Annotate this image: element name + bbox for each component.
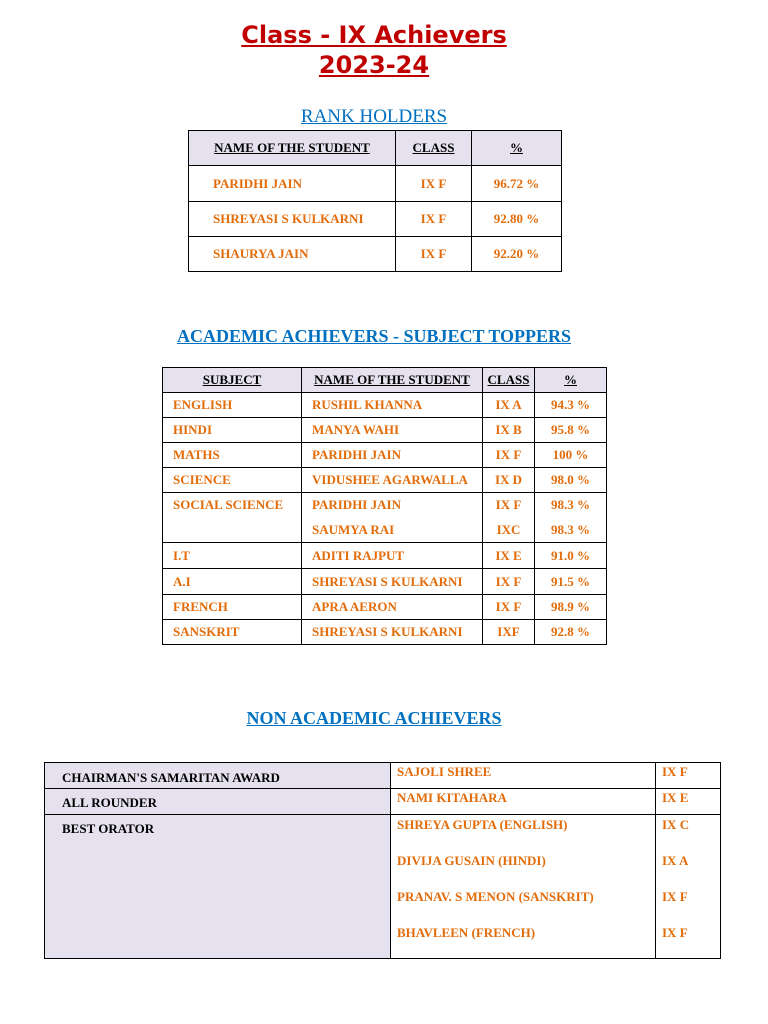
student-name: RUSHIL KHANNA (302, 393, 483, 418)
awardee-name: NAMI KITAHARA (391, 789, 656, 815)
rank-holders-table (188, 130, 562, 272)
table-row (163, 468, 607, 493)
student-percent: 91.0 % (535, 543, 607, 569)
award-name: CHAIRMAN'S SAMARITAN AWARD (45, 763, 391, 789)
student-name: SAUMYA RAI (302, 518, 483, 543)
student-name: PARIDHI JAIN (302, 493, 483, 518)
awardee-class: IX A (662, 853, 689, 868)
awardee-class: IX C (662, 817, 690, 832)
awardee-class-list (656, 815, 721, 959)
subject-name: I.T (163, 543, 302, 569)
awardee-class: IX F (656, 763, 721, 789)
table-header-row (189, 131, 562, 166)
student-percent: 98.9 % (535, 595, 607, 620)
subject-name: ENGLISH (163, 393, 302, 418)
subject-toppers-table (162, 367, 607, 645)
table-row (189, 237, 562, 272)
student-class: IX F (396, 166, 472, 202)
student-name: VIDUSHEE AGARWALLA (302, 468, 483, 493)
student-percent: 98.3 % (535, 518, 607, 543)
table-row (163, 443, 607, 468)
student-percent: 92.20 % (472, 237, 562, 272)
column-header: CLASS (483, 368, 535, 393)
awardee-class: IX F (662, 925, 688, 940)
award-name: ALL ROUNDER (45, 789, 391, 815)
awardee-name: PRANAV. S MENON (SANSKRIT) (397, 889, 594, 904)
awardee-name: SHREYA GUPTA (ENGLISH) (397, 817, 568, 832)
award-name: BEST ORATOR (45, 815, 391, 959)
student-percent: 91.5 % (535, 569, 607, 595)
student-class: IX F (396, 237, 472, 272)
column-header: SUBJECT (163, 368, 302, 393)
student-class: IX F (483, 443, 535, 468)
student-percent: 98.3 % (535, 493, 607, 518)
table-row (163, 595, 607, 620)
non-academic-heading: NON ACADEMIC ACHIEVERS (246, 708, 502, 728)
column-header: CLASS (396, 131, 472, 166)
student-percent: 94.3 % (535, 393, 607, 418)
student-class: IXF (483, 620, 535, 645)
rank-holders-heading: RANK HOLDERS (300, 106, 448, 127)
student-percent: 100 % (535, 443, 607, 468)
student-percent: 98.0 % (535, 468, 607, 493)
student-name: MANYA WAHI (302, 418, 483, 443)
student-name: SHREYASI S KULKARNI (189, 202, 396, 237)
column-header: % (535, 368, 607, 393)
table-row (163, 620, 607, 645)
table-row (45, 789, 721, 815)
subject-name: SANSKRIT (163, 620, 302, 645)
table-row (163, 569, 607, 595)
student-class: IX F (483, 493, 535, 518)
awardee-class: IX E (656, 789, 721, 815)
non-academic-table (44, 762, 721, 959)
student-class: IX F (396, 202, 472, 237)
table-row (163, 493, 607, 518)
student-percent: 96.72 % (472, 166, 562, 202)
student-class: IX E (483, 543, 535, 569)
table-row (45, 763, 721, 789)
student-percent: 92.8 % (535, 620, 607, 645)
column-header: NAME OF THE STUDENT (189, 131, 396, 166)
table-row (189, 166, 562, 202)
awardee-name: DIVIJA GUSAIN (HINDI) (397, 853, 546, 868)
subject-name: HINDI (163, 418, 302, 443)
student-percent: 92.80 % (472, 202, 562, 237)
page-title: Class - IX Achievers (241, 21, 507, 49)
table-row (189, 202, 562, 237)
subject-name: SCIENCE (163, 468, 302, 493)
table-row (45, 815, 721, 959)
student-class: IX F (483, 569, 535, 595)
table-row (163, 418, 607, 443)
awardee-name: BHAVLEEN (FRENCH) (397, 925, 536, 940)
student-class: IX B (483, 418, 535, 443)
student-name: SHAURYA JAIN (189, 237, 396, 272)
student-class: IX A (483, 393, 535, 418)
subject-name: SOCIAL SCIENCE (163, 493, 302, 543)
awardee-list (391, 815, 656, 959)
awardee-class: IX F (662, 889, 688, 904)
subject-name: A.I (163, 569, 302, 595)
student-name: APRA AERON (302, 595, 483, 620)
subject-toppers-heading: ACADEMIC ACHIEVERS - SUBJECT TOPPERS (176, 326, 572, 346)
awardee-name: SAJOLI SHREE (391, 763, 656, 789)
student-class: IXC (483, 518, 535, 543)
student-name: ADITI RAJPUT (302, 543, 483, 569)
column-header: NAME OF THE STUDENT (302, 368, 483, 393)
student-class: IX F (483, 595, 535, 620)
student-name: PARIDHI JAIN (189, 166, 396, 202)
table-row (163, 393, 607, 418)
table-header-row (163, 368, 607, 393)
student-name: SHREYASI S KULKARNI (302, 620, 483, 645)
subject-name: MATHS (163, 443, 302, 468)
student-class: IX D (483, 468, 535, 493)
subject-name: FRENCH (163, 595, 302, 620)
table-row (163, 543, 607, 569)
student-name: SHREYASI S KULKARNI (302, 569, 483, 595)
student-percent: 95.8 % (535, 418, 607, 443)
page-year: 2023-24 (318, 51, 430, 79)
column-header: % (472, 131, 562, 166)
student-name: PARIDHI JAIN (302, 443, 483, 468)
